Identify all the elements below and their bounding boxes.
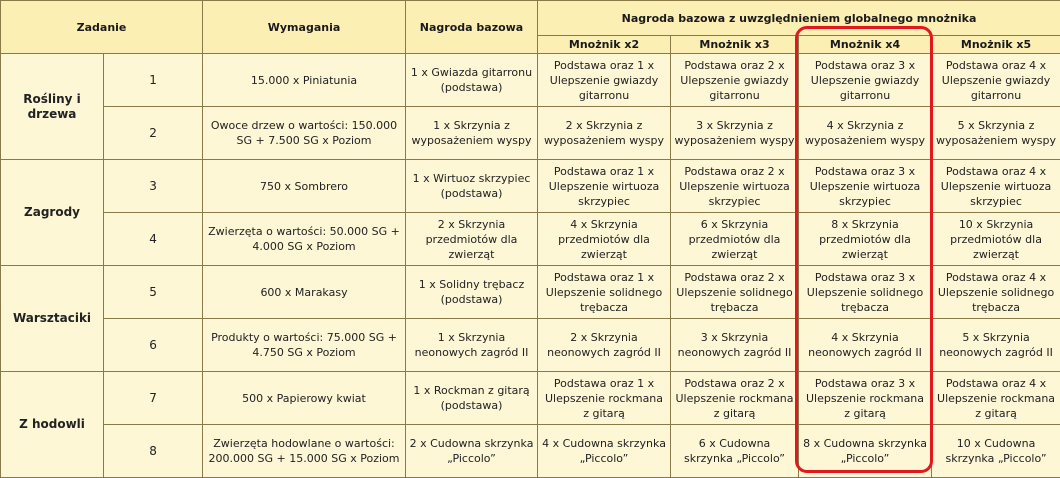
reward-x5-cell: 10 x Cudowna skrzynka „Piccolo” [932, 425, 1060, 478]
header-requirements: Wymagania [203, 1, 406, 54]
reward-x2-cell: Podstawa oraz 1 x Ulepszenie rockmana z gitarą [538, 372, 671, 425]
reward-x3-cell: Podstawa oraz 2 x Ulepszenie gwiazdy gitarronu [671, 54, 799, 107]
header-multiplier-x2: Mnożnik x2 [538, 36, 671, 54]
task-number: 2 [104, 107, 203, 160]
base-reward-cell: 1 x Gwiazda gitarronu (podstawa) [406, 54, 538, 107]
base-reward-cell: 1 x Skrzynia neonowych zagród II [406, 319, 538, 372]
reward-x3-cell: Podstawa oraz 2 x Ulepszenie rockmana z gitarą [671, 372, 799, 425]
reward-x2-cell: Podstawa oraz 1 x Ulepszenie gwiazdy gitarronu [538, 54, 671, 107]
header-base-reward: Nagroda bazowa [406, 1, 538, 54]
reward-x3-cell: 6 x Cudowna skrzynka „Piccolo” [671, 425, 799, 478]
reward-x3-cell: Podstawa oraz 2 x Ulepszenie solidnego trębacza [671, 266, 799, 319]
table-row [1, 160, 1060, 213]
base-reward-cell: 1 x Wirtuoz skrzypiec (podstawa) [406, 160, 538, 213]
group-label: Zagrody [1, 160, 104, 266]
reward-x5-cell: 10 x Skrzynia przedmiotów dla zwierząt [932, 213, 1060, 266]
task-number: 7 [104, 372, 203, 425]
task-number: 5 [104, 266, 203, 319]
reward-x5-cell: Podstawa oraz 4 x Ulepszenie wirtuoza skrzypiec [932, 160, 1060, 213]
reward-x2-cell: 2 x Skrzynia neonowych zagród II [538, 319, 671, 372]
requirement-cell: Owoce drzew o wartości: 150.000 SG + 7.500 SG x Poziom [203, 107, 406, 160]
reward-x4-cell: 8 x Cudowna skrzynka „Piccolo” [799, 425, 932, 478]
task-number: 8 [104, 425, 203, 478]
reward-x5-cell: Podstawa oraz 4 x Ulepszenie gwiazdy gitarronu [932, 54, 1060, 107]
table-row [1, 319, 1060, 372]
reward-x4-cell: 8 x Skrzynia przedmiotów dla zwierząt [799, 213, 932, 266]
requirement-cell: 600 x Marakasy [203, 266, 406, 319]
reward-x2-cell: Podstawa oraz 1 x Ulepszenie solidnego trębacza [538, 266, 671, 319]
table-row [1, 266, 1060, 319]
group-label: Z hodowli [1, 372, 104, 478]
base-reward-cell: 2 x Cudowna skrzynka „Piccolo” [406, 425, 538, 478]
table-row [1, 107, 1060, 160]
table-row [1, 372, 1060, 425]
reward-x4-cell: 4 x Skrzynia z wyposażeniem wyspy [799, 107, 932, 160]
task-number: 3 [104, 160, 203, 213]
table-row [1, 425, 1060, 478]
base-reward-cell: 1 x Skrzynia z wyposażeniem wyspy [406, 107, 538, 160]
task-number: 6 [104, 319, 203, 372]
reward-x5-cell: Podstawa oraz 4 x Ulepszenie rockmana z gitarą [932, 372, 1060, 425]
requirement-cell: Zwierzęta o wartości: 50.000 SG + 4.000 SG x Poziom [203, 213, 406, 266]
reward-x5-cell: 5 x Skrzynia neonowych zagród II [932, 319, 1060, 372]
reward-x5-cell: Podstawa oraz 4 x Ulepszenie solidnego trębacza [932, 266, 1060, 319]
task-number: 4 [104, 213, 203, 266]
reward-x3-cell: Podstawa oraz 2 x Ulepszenie wirtuoza skrzypiec [671, 160, 799, 213]
header-global-multiplier: Nagroda bazowa z uwzględnieniem globalnego mnożnika [538, 1, 1060, 36]
reward-x4-cell: Podstawa oraz 3 x Ulepszenie gwiazdy gitarronu [799, 54, 932, 107]
reward-x3-cell: 3 x Skrzynia z wyposażeniem wyspy [671, 107, 799, 160]
reward-x4-cell: 4 x Skrzynia neonowych zagród II [799, 319, 932, 372]
reward-x3-cell: 6 x Skrzynia przedmiotów dla zwierząt [671, 213, 799, 266]
header-multiplier-x5: Mnożnik x5 [932, 36, 1060, 54]
base-reward-cell: 2 x Skrzynia przedmiotów dla zwierząt [406, 213, 538, 266]
task-number: 1 [104, 54, 203, 107]
reward-x5-cell: 5 x Skrzynia z wyposażeniem wyspy [932, 107, 1060, 160]
reward-x3-cell: 3 x Skrzynia neonowych zagród II [671, 319, 799, 372]
reward-x2-cell: 2 x Skrzynia z wyposażeniem wyspy [538, 107, 671, 160]
header-task: Zadanie [1, 1, 203, 54]
group-label: Rośliny i drzewa [1, 54, 104, 160]
base-reward-cell: 1 x Rockman z gitarą (podstawa) [406, 372, 538, 425]
table-row [1, 54, 1060, 107]
group-label: Warsztaciki [1, 266, 104, 372]
reward-x4-cell: Podstawa oraz 3 x Ulepszenie solidnego trębacza [799, 266, 932, 319]
requirement-cell: Produkty o wartości: 75.000 SG + 4.750 SG x Poziom [203, 319, 406, 372]
requirement-cell: 15.000 x Piniatunia [203, 54, 406, 107]
header-multiplier-x3: Mnożnik x3 [671, 36, 799, 54]
header-multiplier-x4: Mnożnik x4 [799, 36, 932, 54]
reward-x2-cell: Podstawa oraz 1 x Ulepszenie wirtuoza skrzypiec [538, 160, 671, 213]
requirement-cell: 750 x Sombrero [203, 160, 406, 213]
table-row [1, 213, 1060, 266]
reward-x2-cell: 4 x Skrzynia przedmiotów dla zwierząt [538, 213, 671, 266]
reward-x4-cell: Podstawa oraz 3 x Ulepszenie rockmana z gitarą [799, 372, 932, 425]
reward-x2-cell: 4 x Cudowna skrzynka „Piccolo” [538, 425, 671, 478]
requirement-cell: Zwierzęta hodowlane o wartości: 200.000 SG + 15.000 SG x Poziom [203, 425, 406, 478]
requirement-cell: 500 x Papierowy kwiat [203, 372, 406, 425]
base-reward-cell: 1 x Solidny trębacz (podstawa) [406, 266, 538, 319]
reward-x4-cell: Podstawa oraz 3 x Ulepszenie wirtuoza skrzypiec [799, 160, 932, 213]
